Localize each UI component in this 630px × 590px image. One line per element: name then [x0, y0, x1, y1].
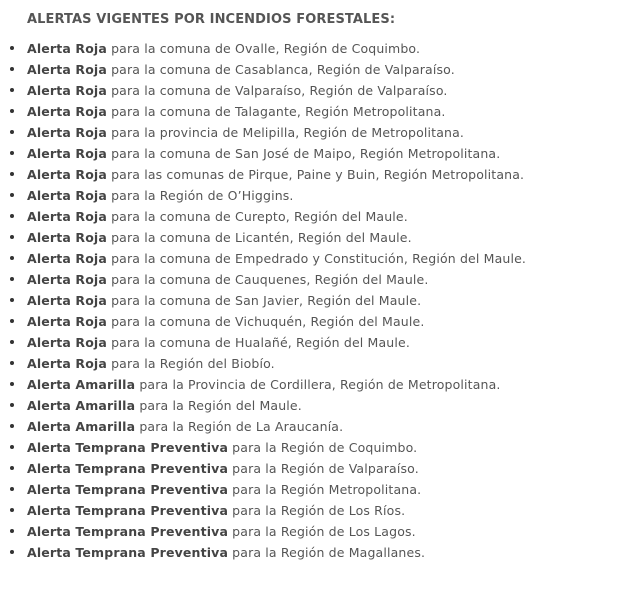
alert-description: para la Región de Los Lagos. — [228, 524, 416, 539]
alert-level: Alerta Amarilla — [27, 377, 136, 392]
list-item — [27, 59, 630, 80]
alert-level: Alerta Temprana Preventiva — [27, 524, 229, 539]
bullet-icon — [10, 319, 14, 323]
alert-description: para la Región de Magallanes. — [228, 545, 426, 560]
bullet-icon — [10, 424, 14, 428]
alert-level: Alerta Temprana Preventiva — [27, 461, 229, 476]
bullet-icon — [10, 487, 14, 491]
bullet-icon — [10, 508, 14, 512]
alert-description: para la comuna de Hualañé, Región del Maule. — [106, 335, 410, 350]
list-item — [27, 500, 630, 521]
bullet-icon — [10, 298, 14, 302]
alert-level: Alerta Amarilla — [27, 398, 136, 413]
alert-description: para la Región del Maule. — [135, 398, 302, 413]
bullet-icon — [10, 277, 14, 281]
list-item — [27, 227, 630, 248]
alert-description: para la comuna de Cauquenes, Región del Maule. — [106, 272, 429, 287]
bullet-icon — [10, 382, 14, 386]
bullet-icon — [10, 67, 14, 71]
list-item — [27, 269, 630, 290]
alert-description: para la comuna de Casablanca, Región de Valparaíso. — [106, 62, 455, 77]
bullet-icon — [10, 172, 14, 176]
bullet-icon — [10, 46, 14, 50]
alert-level: Alerta Roja — [27, 272, 107, 287]
bullet-icon — [10, 235, 14, 239]
alert-level: Alerta Roja — [27, 146, 107, 161]
list-item — [27, 122, 630, 143]
alert-description: para la Región de O’Higgins. — [106, 188, 294, 203]
bullet-icon — [10, 361, 14, 365]
alert-description: para la comuna de Talagante, Región Metropolitana. — [106, 104, 446, 119]
bullet-icon — [10, 214, 14, 218]
bullet-icon — [10, 256, 14, 260]
alert-level: Alerta Temprana Preventiva — [27, 503, 229, 518]
alert-description: para la Región de Valparaíso. — [228, 461, 419, 476]
alert-description: para la comuna de Licantén, Región del Maule. — [106, 230, 412, 245]
bullet-icon — [10, 403, 14, 407]
list-item — [27, 164, 630, 185]
list-item — [27, 332, 630, 353]
bullet-icon — [10, 88, 14, 92]
page-title: ALERTAS VIGENTES POR INCENDIOS FORESTALES: — [27, 12, 396, 27]
alert-description: para la comuna de Ovalle, Región de Coquimbo. — [106, 41, 421, 56]
bullet-icon — [10, 466, 14, 470]
alert-level: Alerta Roja — [27, 356, 107, 371]
alert-description: para la Provincia de Cordillera, Región de Metropolitana. — [135, 377, 501, 392]
alert-level: Alerta Roja — [27, 188, 107, 203]
alert-level: Alerta Roja — [27, 335, 107, 350]
list-item — [27, 374, 630, 395]
alert-level: Alerta Roja — [27, 83, 107, 98]
alert-description: para la comuna de Vichuquén, Región del Maule. — [106, 314, 425, 329]
bullet-icon — [10, 193, 14, 197]
bullet-icon — [10, 445, 14, 449]
list-item — [27, 101, 630, 122]
bullet-icon — [10, 340, 14, 344]
alert-level: Alerta Roja — [27, 230, 107, 245]
bullet-icon — [10, 151, 14, 155]
alert-description: para la comuna de Valparaíso, Región de Valparaíso. — [106, 83, 448, 98]
bullet-icon — [10, 550, 14, 554]
alert-level: Alerta Roja — [27, 62, 107, 77]
list-item — [27, 311, 630, 332]
bullet-icon — [10, 130, 14, 134]
list-item — [27, 416, 630, 437]
list-item — [27, 38, 630, 59]
list-item — [27, 479, 630, 500]
list-item — [27, 206, 630, 227]
alert-description: para las comunas de Pirque, Paine y Buin, Región Metropolitana. — [106, 167, 525, 182]
alert-description: para la provincia de Melipilla, Región de Metropolitana. — [106, 125, 465, 140]
list-item — [27, 353, 630, 374]
alert-description: para la comuna de Empedrado y Constitución, Región del Maule. — [106, 251, 527, 266]
alert-description: para la Región de La Araucanía. — [135, 419, 344, 434]
bullet-icon — [10, 109, 14, 113]
alert-description: para la comuna de San Javier, Región del Maule. — [106, 293, 422, 308]
alert-level: Alerta Roja — [27, 209, 107, 224]
alert-level: Alerta Amarilla — [27, 419, 136, 434]
alert-level: Alerta Temprana Preventiva — [27, 545, 229, 560]
list-item — [27, 290, 630, 311]
list-item — [27, 458, 630, 479]
list-item — [27, 143, 630, 164]
alert-level: Alerta Roja — [27, 125, 107, 140]
alert-description: para la Región del Biobío. — [106, 356, 275, 371]
list-item — [27, 521, 630, 542]
alert-description: para la Región de Los Ríos. — [228, 503, 406, 518]
alert-level: Alerta Roja — [27, 104, 107, 119]
list-item — [27, 248, 630, 269]
alert-level: Alerta Roja — [27, 314, 107, 329]
list-item — [27, 395, 630, 416]
list-item — [27, 542, 630, 563]
alert-level: Alerta Temprana Preventiva — [27, 482, 229, 497]
alert-level: Alerta Roja — [27, 41, 107, 56]
bullet-icon — [10, 529, 14, 533]
list-item — [27, 185, 630, 206]
alert-level: Alerta Roja — [27, 167, 107, 182]
alert-description: para la comuna de San José de Maipo, Región Metropolitana. — [106, 146, 501, 161]
alert-level: Alerta Roja — [27, 293, 107, 308]
list-item — [27, 80, 630, 101]
alert-description: para la Región de Coquimbo. — [228, 440, 418, 455]
list-item — [27, 437, 630, 458]
alert-description: para la Región Metropolitana. — [228, 482, 422, 497]
alert-level: Alerta Roja — [27, 251, 107, 266]
alert-level: Alerta Temprana Preventiva — [27, 440, 229, 455]
alert-description: para la comuna de Curepto, Región del Maule. — [106, 209, 408, 224]
alert-list — [27, 38, 630, 563]
